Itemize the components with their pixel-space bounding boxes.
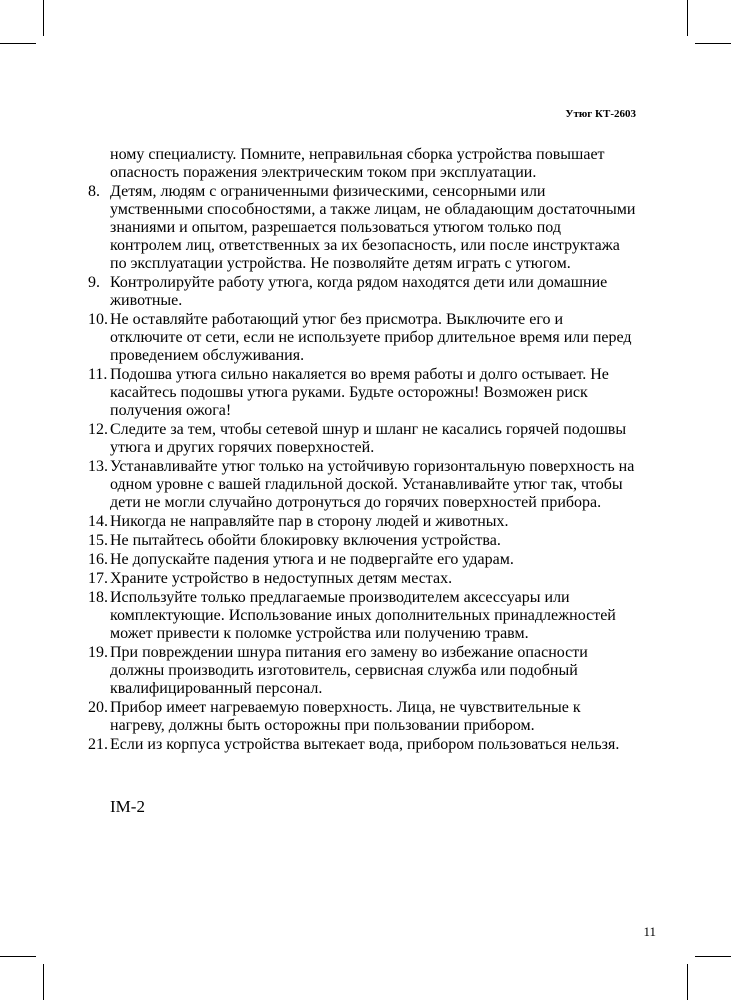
instructions-list (88, 183, 636, 754)
list-item (88, 699, 636, 735)
crop-mark-right-top (695, 43, 731, 44)
list-item (88, 551, 636, 569)
crop-mark-right-bottom (695, 956, 731, 957)
item-number: 10. (88, 311, 108, 328)
item-text: Не допускайте падения утюга и не подвергайте его ударам. (110, 551, 514, 568)
crop-mark-top-left (43, 0, 44, 36)
item-number: 9. (88, 274, 100, 291)
item-text: Никогда не направляйте пар в сторону людей и животных. (110, 513, 509, 530)
item-number: 18. (88, 589, 108, 606)
item-number: 19. (88, 644, 108, 661)
item-text: Детям, людям с ограниченными физическими, сенсорными или умственными способностями, а также лицам, не обладающим достаточными знаниями и опытом, разрешается пользоваться утюгом только под контролем лиц, ответственных за их безопасность, или после инструктажа по эксплуатации устройства. Не позволяйте детям играть с утюгом. (110, 183, 636, 272)
item-text: Не пытайтесь обойти блокировку включения устройства. (110, 532, 501, 549)
crop-mark-left-bottom (0, 956, 36, 957)
item-text: Контролируйте работу утюга, когда рядом находятся дети или домашние животные. (110, 274, 608, 309)
item-number: 13. (88, 458, 108, 475)
crop-mark-bottom-right (687, 964, 688, 1000)
list-item (88, 736, 636, 754)
list-item (88, 532, 636, 550)
item-number: 15. (88, 532, 108, 549)
page-number: 11 (643, 924, 656, 939)
item-number: 8. (88, 183, 100, 200)
list-item (88, 421, 636, 457)
list-item (88, 458, 636, 512)
item-text: Прибор имеет нагреваемую поверхность. Лица, не чувствительные к нагреву, должны быть осторожны при пользовании прибором. (110, 699, 581, 734)
list-item (88, 274, 636, 310)
item-text: Следите за тем, чтобы сетевой шнур и шланг не касались горячей подошвы утюга и других горячих поверхностей. (110, 421, 627, 456)
item-text: Подошва утюга сильно накаляется во время работы и долго остывает. Не касайтесь подошвы утюга руками. Будьте осторожны! Возможен риск получения ожога! (110, 366, 609, 419)
item-text: Храните устройство в недоступных детям местах. (110, 570, 453, 587)
model-code: IM-2 (110, 797, 145, 816)
item-text: Устанавливайте утюг только на устойчивую горизонтальную поверхность на одном уровне с вашей гладильной доской. Устанавливайте утюг так, чтобы дети не могли случайно дотронуться до горячих поверхностей прибора. (110, 458, 635, 511)
list-item (88, 311, 636, 365)
safety-instructions (88, 146, 636, 755)
item-number: 20. (88, 699, 108, 716)
item-text: Используйте только предлагаемые производителем аксессуары или комплектующие. Использование иных дополнительных принадлежностей может привести к поломке устройства или получению травм. (110, 589, 616, 642)
list-item (88, 589, 636, 643)
item-number: 17. (88, 570, 108, 587)
intro-paragraph: ному специалисту. Помните, неправильная сборка устройства повышает опасность поражения электрическим током при эксплуатации. (110, 146, 605, 181)
crop-mark-top-right (687, 0, 688, 36)
list-item (88, 183, 636, 273)
item-text: При повреждении шнура питания его замену во избежание опасности должны производить изготовитель, сервисная служба или подобный квалифицированный персонал. (110, 644, 588, 697)
item-text: Не оставляйте работающий утюг без присмотра. Выключите его и отключите от сети, если не используете прибор длительное время или перед проведением обслуживания. (110, 311, 632, 364)
item-number: 14. (88, 513, 108, 530)
item-text: Если из корпуса устройства вытекает вода, прибором пользоваться нельзя. (110, 736, 620, 753)
list-item (88, 644, 636, 698)
list-item (88, 366, 636, 420)
item-number: 11. (88, 366, 108, 383)
list-item (88, 513, 636, 531)
item-number: 16. (88, 551, 108, 568)
item-number: 12. (88, 421, 108, 438)
crop-mark-bottom-left (43, 964, 44, 1000)
running-header: Утюг КТ-2603 (565, 108, 636, 120)
item-number: 21. (88, 736, 108, 753)
list-item (88, 570, 636, 588)
crop-mark-left-top (0, 43, 36, 44)
